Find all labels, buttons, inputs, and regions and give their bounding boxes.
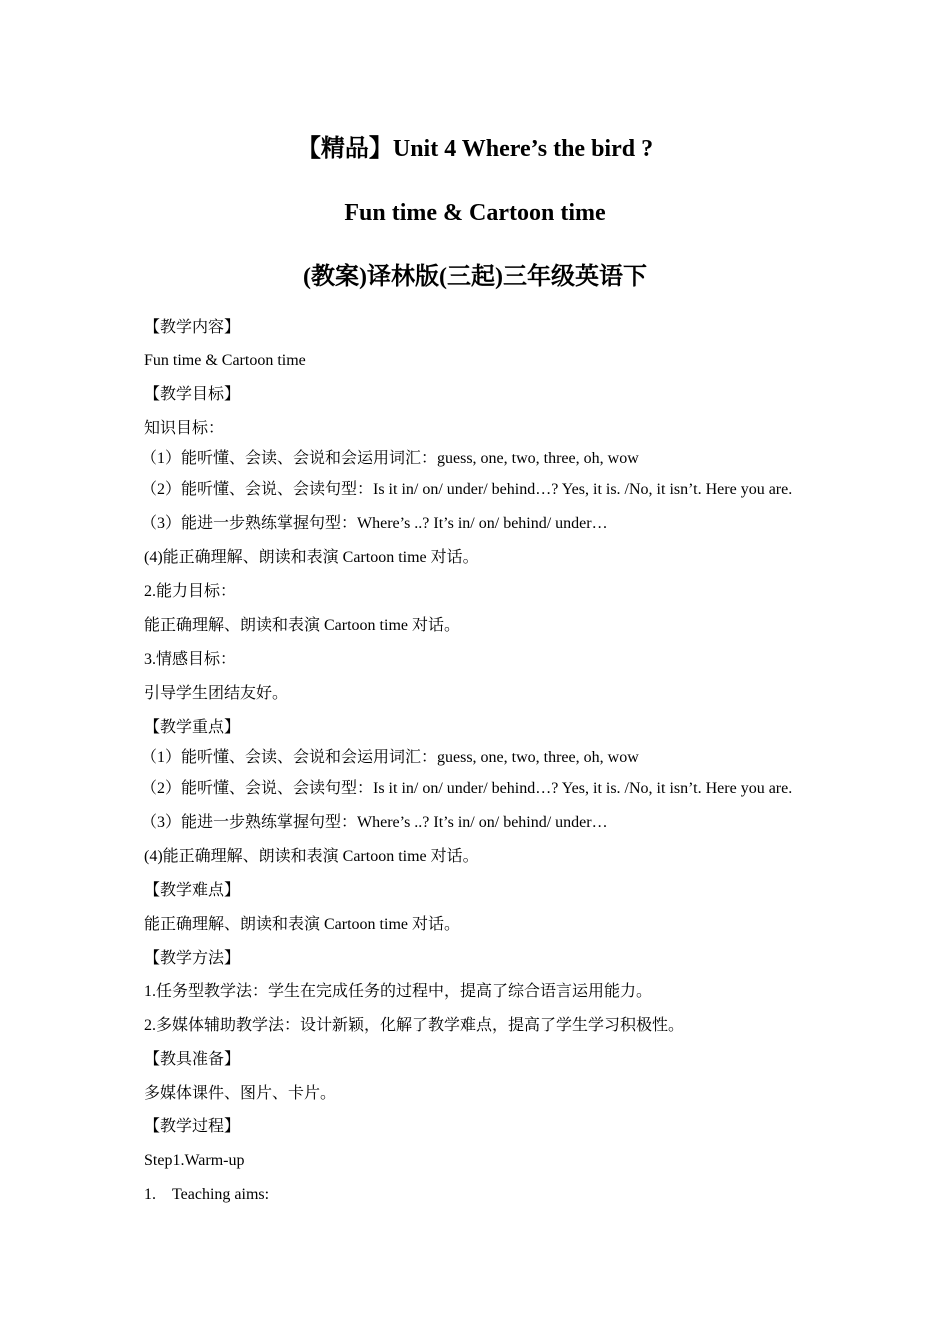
section-heading-materials: 【教具准备】 xyxy=(144,1051,241,1068)
paragraph: 知识目标： xyxy=(144,420,225,437)
list-item: （1）能听懂、会读、会说和会运用词汇：guess, one, two, three, oh, wow xyxy=(141,450,639,467)
list-item: （2）能听懂、会说、会读句型：Is it in/ on/ under/ behind…? Yes, it is. /No, it isn’t. Here you are. xyxy=(141,780,793,797)
document-subtitle-2: (教案)译林版(三起)三年级英语下 xyxy=(303,264,647,290)
section-heading-process: 【教学过程】 xyxy=(144,1118,241,1135)
section-heading-content: 【教学内容】 xyxy=(144,319,241,336)
document-subtitle: Fun time & Cartoon time xyxy=(344,200,606,226)
paragraph: 3.情感目标： xyxy=(144,651,237,668)
list-item: （1）能听懂、会读、会说和会运用词汇：guess, one, two, three, oh, wow xyxy=(141,749,639,766)
list-item: （3）能进一步熟练掌握句型：Where’s ..? It’s in/ on/ behind/ under… xyxy=(141,814,608,831)
paragraph: 能正确理解、朗读和表演 Cartoon time 对话。 xyxy=(144,916,460,933)
section-heading-key-points: 【教学重点】 xyxy=(144,719,241,736)
section-heading-difficulties: 【教学难点】 xyxy=(144,882,241,899)
paragraph: 2.多媒体辅助教学法：设计新颖，化解了教学难点，提高了学生学习积极性。 xyxy=(144,1017,685,1034)
list-item-text: Teaching aims: xyxy=(172,1186,270,1203)
step-heading: Step1.Warm-up xyxy=(144,1152,245,1169)
list-item: （3）能进一步熟练掌握句型：Where’s ..? It’s in/ on/ behind/ under… xyxy=(141,515,608,532)
numbered-list-item xyxy=(144,1185,269,1205)
paragraph: 2.能力目标： xyxy=(144,583,237,600)
list-item: (4)能正确理解、朗读和表演 Cartoon time 对话。 xyxy=(144,848,479,865)
paragraph: 多媒体课件、图片、卡片。 xyxy=(144,1085,337,1102)
document-title: 【精品】Unit 4 Where’s the bird ? xyxy=(296,136,654,162)
paragraph: 1.任务型教学法：学生在完成任务的过程中，提高了综合语言运用能力。 xyxy=(144,983,653,1000)
paragraph: 能正确理解、朗读和表演 Cartoon time 对话。 xyxy=(144,617,460,634)
list-item: (4)能正确理解、朗读和表演 Cartoon time 对话。 xyxy=(144,549,479,566)
section-heading-methods: 【教学方法】 xyxy=(144,950,241,967)
list-number: 1. xyxy=(144,1186,156,1203)
paragraph: Fun time & Cartoon time xyxy=(144,352,306,369)
paragraph: 引导学生团结友好。 xyxy=(144,685,289,702)
section-heading-objectives: 【教学目标】 xyxy=(144,386,241,403)
list-item: （2）能听懂、会说、会读句型：Is it in/ on/ under/ behind…? Yes, it is. /No, it isn’t. Here you are. xyxy=(141,481,793,498)
